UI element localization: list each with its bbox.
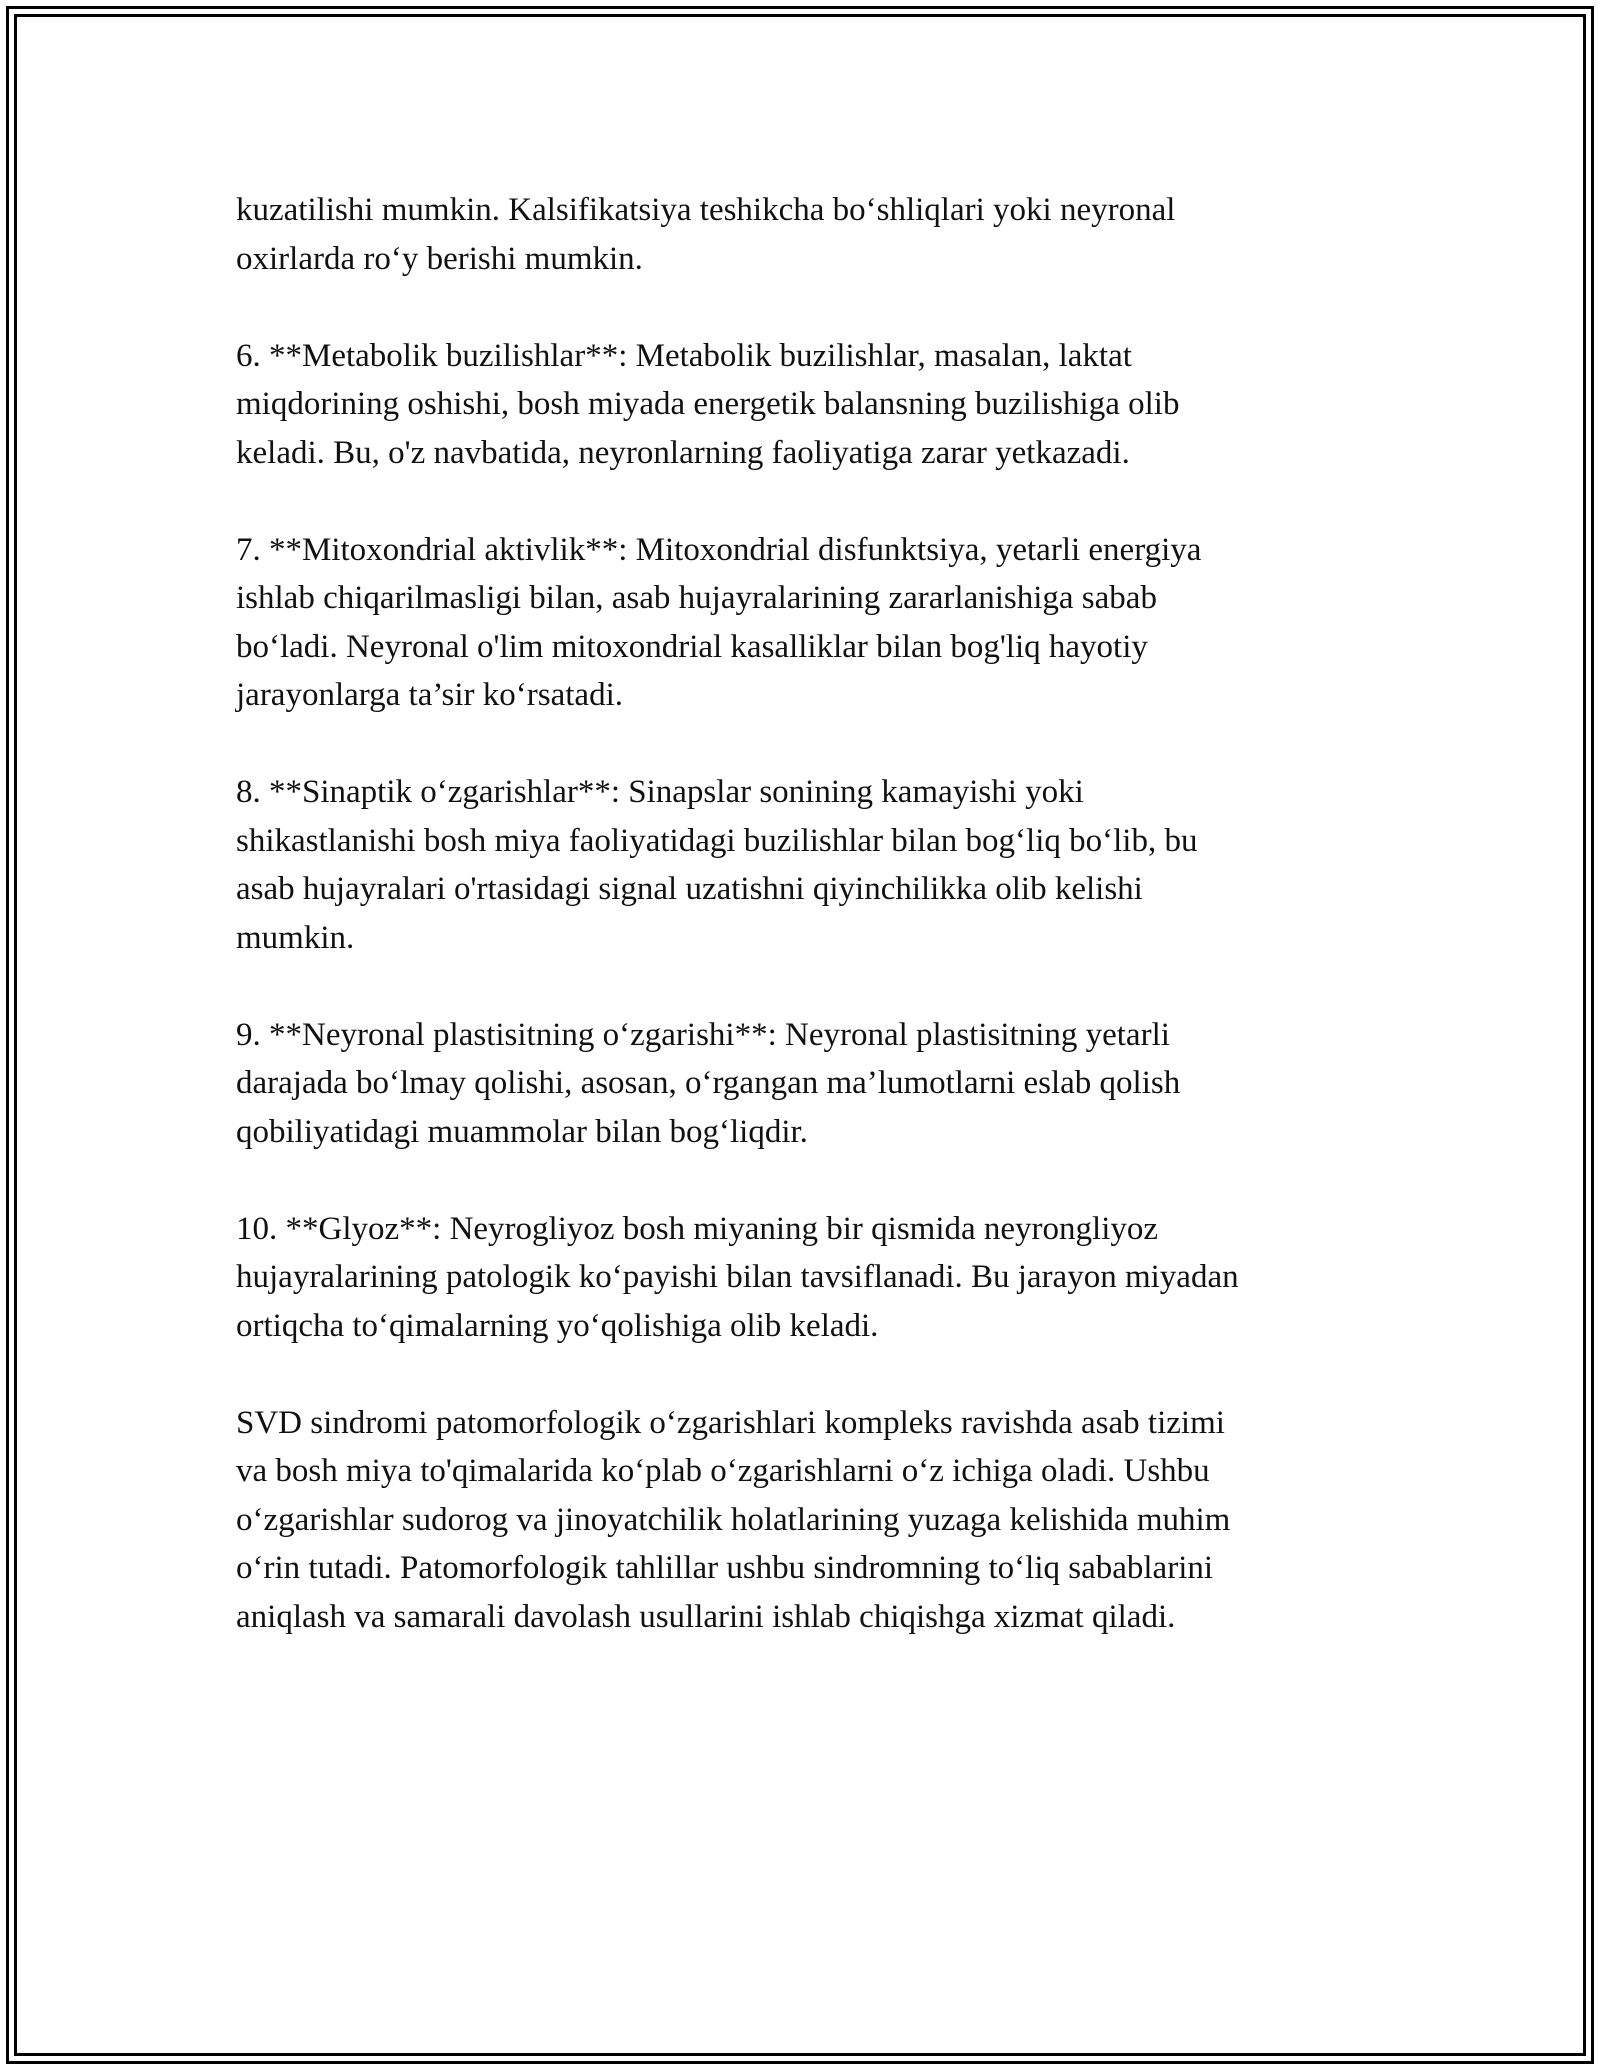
text-line: aniqlash va samarali davolash usullarini ishlab chiqishga xizmat qiladi. — [236, 1598, 1176, 1635]
text-line: o‘rin tutadi. Patomorfologik tahlillar ushbu sindromning to‘liq sabablarini — [236, 1550, 1214, 1586]
text-line: oxirlarda ro‘y berishi mumkin. — [236, 240, 643, 277]
paragraph-continuation — [236, 186, 1366, 283]
text-line: mumkin. — [236, 919, 355, 956]
text-line: asab hujayralari o'rtasidagi signal uzatishni qiyinchilikka olib kelishi — [236, 871, 1143, 907]
paragraph-conclusion — [236, 1399, 1366, 1642]
text-line: darajada bo‘lmay qolishi, asosan, o‘rgangan ma’lumotlarni eslab qolish — [236, 1065, 1181, 1101]
text-line: 10. **Glyoz**: Neyrogliyoz bosh miyaning bir qismida neyrongliyoz — [236, 1210, 1159, 1247]
text-line: ortiqcha to‘qimalarning yo‘qolishiga olib keladi. — [236, 1307, 879, 1344]
text-line: ishlab chiqarilmasligi bilan, asab hujayralarining zararlanishiga sabab — [236, 580, 1157, 616]
text-line: 8. **Sinaptik o‘zgarishlar**: Sinapslar sonining kamayishi yoki — [236, 774, 1084, 810]
text-line: qobiliyatidagi muammolar bilan bog‘liqdir. — [236, 1113, 808, 1150]
text-line: bo‘ladi. Neyronal o'lim mitoxondrial kasalliklar bilan bog'liq hayotiy — [236, 628, 1148, 665]
text-line: 7. **Mitoxondrial aktivlik**: Mitoxondrial disfunktsiya, yetarli energiya — [236, 531, 1202, 568]
text-line: shikastlanishi bosh miya faoliyatidagi buzilishlar bilan bog‘liq bo‘lib, bu — [236, 822, 1198, 859]
text-line: hujayralarining patologik ko‘payishi bilan tavsiflanadi. Bu jarayon miyadan — [236, 1259, 1239, 1295]
paragraph-item-10 — [236, 1205, 1366, 1351]
text-line: o‘zgarishlar sudorog va jinoyatchilik holatlarining yuzaga kelishida muhim — [236, 1501, 1231, 1538]
document-body — [236, 186, 1366, 1690]
text-line: va bosh miya to'qimalarida ko‘plab o‘zgarishlarni o‘z ichiga oladi. Ushbu — [236, 1453, 1210, 1489]
text-line: jarayonlarga ta’sir ko‘rsatadi. — [236, 677, 623, 713]
paragraph-item-9 — [236, 1011, 1366, 1157]
text-line: SVD sindromi patomorfologik o‘zgarishlari kompleks ravishda asab tizimi — [236, 1404, 1225, 1441]
text-line: 9. **Neyronal plastisitning o‘zgarishi**: Neyronal plastisitning yetarli — [236, 1016, 1170, 1053]
text-line: kuzatilishi mumkin. Kalsifikatsiya teshikcha bo‘shliqlari yoki neyronal — [236, 192, 1176, 228]
text-line: 6. **Metabolik buzilishlar**: Metabolik buzilishlar, masalan, laktat — [236, 337, 1132, 374]
paragraph-item-8 — [236, 768, 1366, 962]
paragraph-item-6 — [236, 332, 1366, 478]
paragraph-item-7 — [236, 526, 1366, 720]
text-line: keladi. Bu, o'z navbatida, neyronlarning faoliyatiga zarar yetkazadi. — [236, 434, 1130, 471]
text-line: miqdorining oshishi, bosh miyada energetik balansning buzilishiga olib — [236, 386, 1180, 422]
